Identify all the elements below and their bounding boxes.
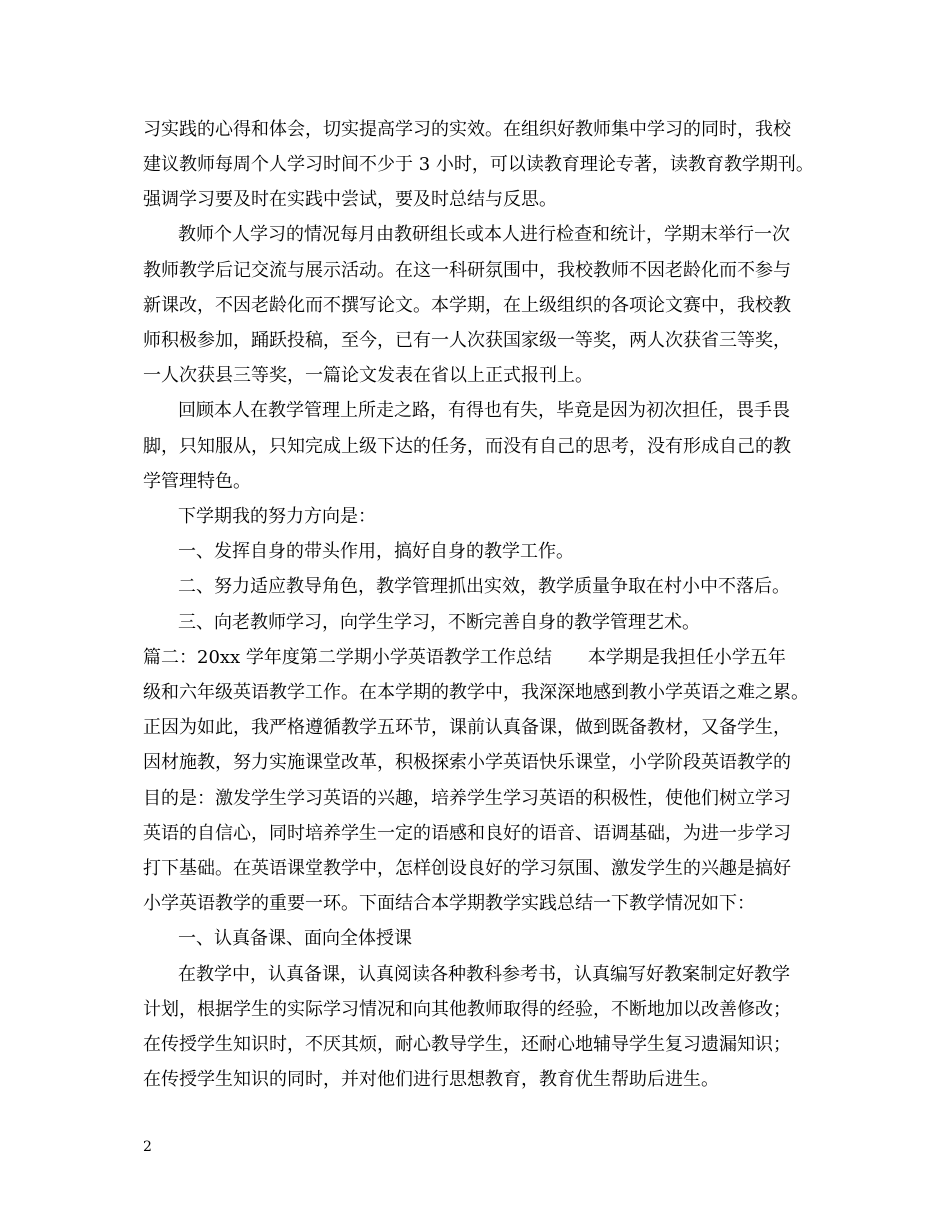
text-line: 习实践的心得和体会，切实提高学习的实效。在组织好教师集中学习的同时，我校 bbox=[143, 119, 791, 140]
text-line: 正因为如此，我严格遵循教学五环节，课前认真备课，做到既备教材，又备学生， bbox=[143, 717, 791, 738]
text-line: 建议教师每周个人学习时间不少于 3 小时，可以读教育理论专著，读教育教学期刊。 bbox=[143, 154, 814, 175]
text-line: 三、向老教师学习，向学生学习，不断完善自身的教学管理艺术。 bbox=[178, 612, 700, 633]
text-line: 计划，根据学生的实际学习情况和向其他教师取得的经验，不断地加以改善修改； bbox=[143, 999, 791, 1020]
text-line: 新课改，不因老龄化而不撰写论文。本学期，在上级组织的各项论文赛中，我校教 bbox=[143, 295, 791, 316]
text-line: 一、发挥自身的带头作用，搞好自身的教学工作。 bbox=[178, 541, 574, 562]
text-line: 脚，只知服从，只知完成上级下达的任务，而没有自己的思考，没有形成自己的教 bbox=[143, 436, 791, 457]
text-line: 回顾本人在教学管理上所走之路，有得也有失，毕竟是因为初次担任，畏手畏 bbox=[178, 400, 790, 421]
text-line: 教师个人学习的情况每月由教研组长或本人进行检查和统计，学期末举行一次 bbox=[178, 224, 790, 245]
text-line: 篇二：20xx 学年度第二学期小学英语教学工作总结 本学期是我担任小学五年 bbox=[143, 647, 786, 668]
text-line: 下学期我的努力方向是： bbox=[178, 506, 376, 527]
text-line: 在传授学生知识的同时，并对他们进行思想教育，教育优生帮助后进生。 bbox=[143, 1069, 719, 1090]
text-line: 因材施教，努力实施课堂改革，积极探索小学英语快乐课堂，小学阶段英语教学的 bbox=[143, 752, 791, 773]
text-line: 级和六年级英语教学工作。在本学期的教学中，我深深地感到教小学英语之难之累。 bbox=[143, 682, 809, 703]
text-line: 二、努力适应教导角色，教学管理抓出实效，教学质量争取在村小中不落后。 bbox=[178, 576, 790, 597]
text-line: 小学英语教学的重要一环。下面结合本学期教学实践总结一下教学情况如下： bbox=[143, 893, 755, 914]
text-line: 教师教学后记交流与展示活动。在这一科研氛围中，我校教师不因老龄化而不参与 bbox=[143, 260, 791, 281]
text-line: 学管理特色。 bbox=[143, 471, 251, 492]
text-line: 英语的自信心，同时培养学生一定的语感和良好的语音、语调基础，为进一步学习 bbox=[143, 823, 791, 844]
text-line: 一、认真备课、面向全体授课 bbox=[178, 928, 412, 949]
text-line: 打下基础。在英语课堂教学中，怎样创设良好的学习氛围、激发学生的兴趣是搞好 bbox=[143, 858, 791, 879]
text-line: 一人次获县三等奖，一篇论文发表在省以上正式报刊上。 bbox=[143, 365, 593, 386]
page-number: 2 bbox=[143, 1139, 152, 1155]
text-line: 在教学中，认真备课，认真阅读各种教科参考书，认真编写好教案制定好教学 bbox=[178, 964, 790, 985]
text-line: 师积极参加，踊跃投稿，至今，已有一人次获国家级一等奖，两人次获省三等奖， bbox=[143, 330, 791, 351]
text-line: 在传授学生知识时，不厌其烦，耐心教导学生，还耐心地辅导学生复习遗漏知识； bbox=[143, 1034, 791, 1055]
text-line: 目的是：激发学生学习英语的兴趣，培养学生学习英语的积极性，使他们树立学习 bbox=[143, 788, 791, 809]
text-line: 强调学习要及时在实践中尝试，要及时总结与反思。 bbox=[143, 189, 557, 210]
